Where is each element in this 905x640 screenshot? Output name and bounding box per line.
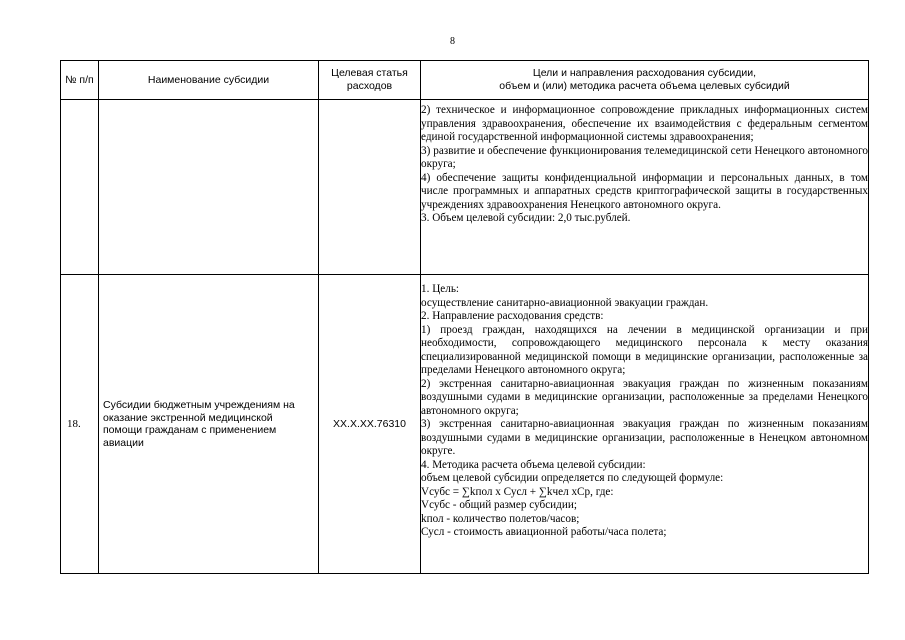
row-goals (421, 275, 869, 574)
page-number: 8 (450, 36, 455, 47)
table-header-row (61, 61, 869, 100)
goals-line: kпол - количество полетов/часов; (421, 512, 580, 525)
goals-line: 2) техническое и информационное сопровождение прикладных информационных систем управления здравоохранения, обеспечение их взаимодействия с федеральным сегментом единой государственной информационной системы здравоохранения; (421, 104, 868, 143)
goals-line: 1. Цель: (421, 283, 460, 295)
header-goals (421, 61, 869, 100)
header-name: Наименование субсидии (99, 61, 319, 100)
row-name (99, 100, 319, 275)
row-num: 18. (61, 275, 99, 574)
header-code: Целевая статья расходов (319, 61, 421, 100)
subsidy-table (60, 60, 869, 574)
goals-line: 1) проезд граждан, находящихся на лечении в медицинской организации и при необходимости, сопровождающего медицинского персонала к месту оказания специализированной медицинской помощи в медицинские организации, расположенные за пределами Ненецкого автономного округа; (421, 323, 868, 376)
row-code (319, 100, 421, 275)
header-goals-line1: Цели и направления расходования субсидии, (532, 67, 757, 79)
goals-line: 4. Методика расчета объема целевой субсидии: (421, 458, 646, 471)
goals-line: 3) развитие и обеспечение функционирования телемедицинской сети Ненецкого автономного округа; (421, 144, 868, 170)
row-name: Субсидии бюджетным учреждениям на оказание экстренной медицинской помощи гражданам с применением авиации (99, 275, 319, 574)
goals-line: 4) обеспечение защиты конфиденциальной информации и персональных данных, в том числе программных и аппаратных средств криптографической защиты в государственных учреждениях здравоохранения Ненецкого автономного округа. (421, 171, 868, 211)
row-goals (421, 100, 869, 275)
goals-line: Сусл - стоимость авиационной работы/часа полета; (421, 526, 667, 538)
header-num: № п/п (61, 61, 99, 100)
header-goals-line2: объем и (или) методика расчета объема целевых субсидий (499, 80, 790, 92)
goals-line: объем целевой субсидии определяется по следующей формуле: (421, 472, 724, 484)
row-num (61, 100, 99, 275)
table-row (61, 275, 869, 574)
goals-line: Vсубс = ∑kпол x Сусл + ∑kчел xСр, где: (421, 485, 614, 498)
goals-line: 3) экстренная санитарно-авиационная эвакуация граждан по жизненным показаниям воздушными судами в медицинские организации, расположенные в Ненецком автономном округе. (421, 418, 868, 457)
goals-line: Vсубс - общий размер субсидии; (421, 499, 577, 511)
goals-line: 3. Объем целевой субсидии: 2,0 тыс.рублей. (421, 212, 631, 224)
goals-line: 2) экстренная санитарно-авиационная эвакуация граждан по жизненным показаниям воздушными судами в медицинские организации, расположенные за пределами Ненецкого автономного округа; (421, 377, 868, 417)
goals-line: 2. Направление расходования средств: (421, 310, 604, 322)
goals-line: осуществление санитарно-авиационной эвакуации граждан. (421, 296, 709, 309)
table-row (61, 100, 869, 275)
row-code: XX.X.XX.76310 (319, 275, 421, 574)
